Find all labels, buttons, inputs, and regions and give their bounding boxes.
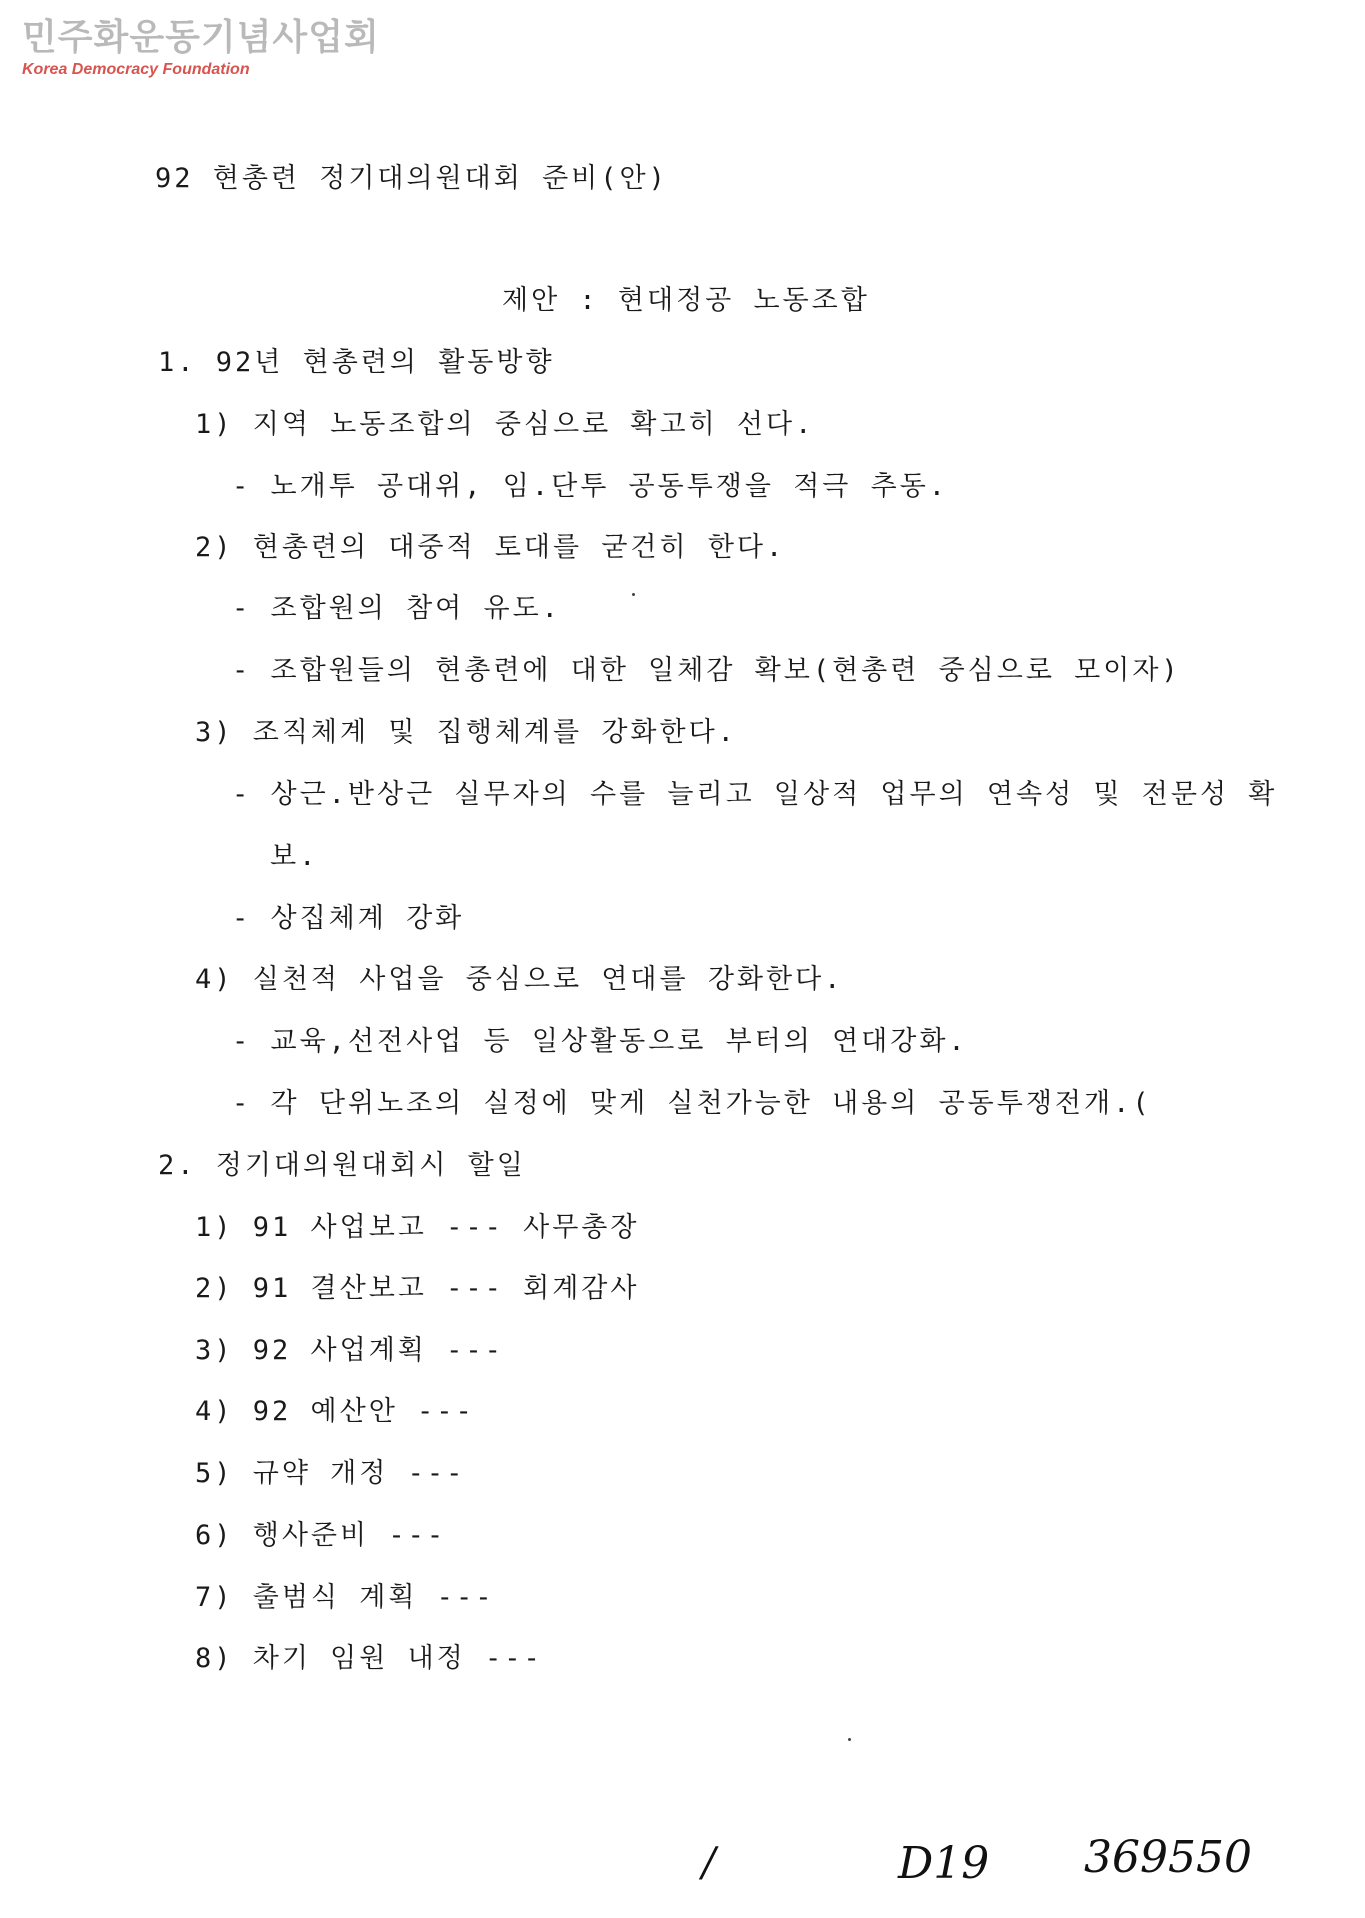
- agenda-item: 4) 92 예산안 ---: [195, 1396, 475, 1427]
- item-line: 1) 지역 노동조합의 중심으로 확고히 선다.: [195, 409, 815, 440]
- logo-korean-text: 민주화운동기념사업회: [22, 17, 380, 58]
- bullet-line: - 노개투 공대위, 임.단투 공동투쟁을 적극 추동.: [232, 471, 949, 502]
- proposer-line: 제안 : 현대정공 노동조합: [502, 285, 870, 316]
- logo-english-text: Korea Democracy Foundation: [22, 61, 250, 78]
- bullet-line: - 조합원들의 현총련에 대한 일체감 확보(현총련 중심으로 모이자): [232, 655, 1181, 686]
- bullet-line: - 조합원의 참여 유도.: [232, 593, 561, 624]
- agenda-item: 7) 출범식 계획 ---: [195, 1582, 495, 1613]
- agenda-item: 8) 차기 임원 내정 ---: [195, 1643, 543, 1674]
- bullet-continuation: 보.: [270, 841, 319, 872]
- scan-speck: [632, 593, 635, 596]
- footer-mark: /: [702, 1840, 716, 1886]
- foundation-logo: [22, 18, 380, 80]
- footer-number: 369550: [1084, 1832, 1252, 1883]
- section-heading: 2. 정기대의원대회시 할일: [158, 1150, 526, 1181]
- item-line: 3) 조직체계 및 집행체계를 강화한다.: [195, 717, 737, 748]
- bullet-line: - 각 단위노조의 실정에 맞게 실천가능한 내용의 공동투쟁전개.(: [232, 1088, 1152, 1119]
- item-line: 2) 현총련의 대중적 토대를 굳건히 한다.: [195, 532, 786, 563]
- bullet-line: - 교육,선전사업 등 일상활동으로 부터의 연대강화.: [232, 1026, 968, 1057]
- agenda-item: 2) 91 결산보고 --- 회계감사: [195, 1273, 640, 1304]
- agenda-item: 3) 92 사업계획 ---: [195, 1335, 504, 1366]
- agenda-item: 1) 91 사업보고 --- 사무총장: [195, 1212, 640, 1243]
- document-title: 92 현총련 정기대의원대회 준비(안): [155, 163, 668, 194]
- agenda-item: 6) 행사준비 ---: [195, 1520, 447, 1551]
- section-heading: 1. 92년 현총련의 활동방향: [158, 347, 555, 378]
- item-line: 4) 실천적 사업을 중심으로 연대를 강화한다.: [195, 964, 844, 995]
- agenda-item: 5) 규약 개정 ---: [195, 1458, 466, 1489]
- bullet-line: - 상집체계 강화: [232, 903, 465, 934]
- scan-speck: [848, 1738, 851, 1741]
- bullet-line: - 상근.반상근 실무자의 수를 늘리고 일상적 업무의 연속성 및 전문성 확: [232, 779, 1278, 810]
- footer-code: D19: [898, 1838, 990, 1889]
